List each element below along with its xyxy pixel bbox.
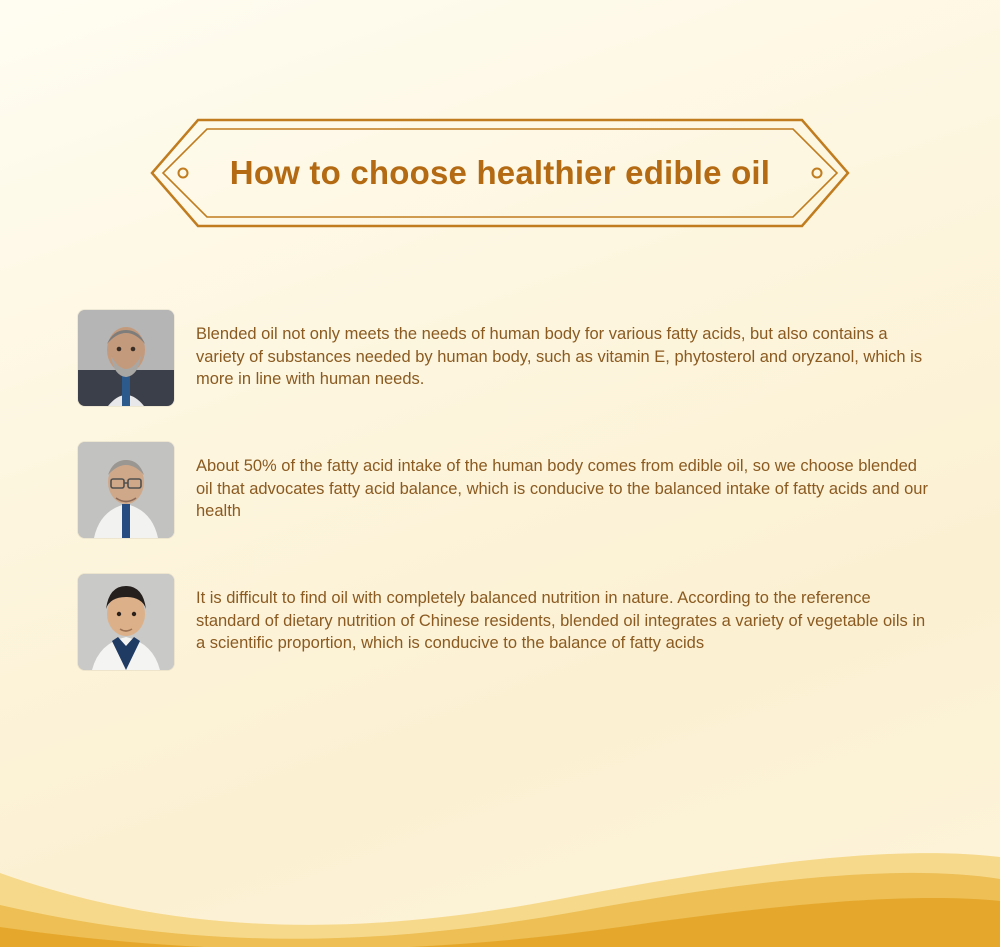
list-item — [78, 442, 938, 538]
testimonial-list — [78, 310, 938, 706]
bottom-wave-decoration — [0, 787, 1000, 947]
avatar-expert-1 — [78, 310, 174, 406]
testimonial-text: It is difficult to find oil with completely balanced nutrition in nature. According to the reference standard of dietary nutrition of Chinese residents, blended oil integrates a variety of vegetable oils in a scientific proportion, which is conducive to the balance of fatty acids — [196, 589, 926, 652]
list-item — [78, 574, 938, 670]
title-banner — [150, 118, 850, 228]
page-title: How to choose healthier edible oil — [229, 154, 771, 191]
testimonial-text: About 50% of the fatty acid intake of the human body comes from edible oil, so we choose blended oil that advocates fatty acid balance, which is conducive to the balanced intake of fatty acids and our health — [196, 457, 928, 520]
avatar-expert-3 — [78, 574, 174, 670]
list-item — [78, 310, 938, 406]
testimonial-text: Blended oil not only meets the needs of human body for various fatty acids, but also contains a variety of substances needed by human body, such as vitamin E, phytosterol and oryzanol, which is more in line with human needs. — [196, 325, 923, 388]
avatar-expert-2 — [78, 442, 174, 538]
